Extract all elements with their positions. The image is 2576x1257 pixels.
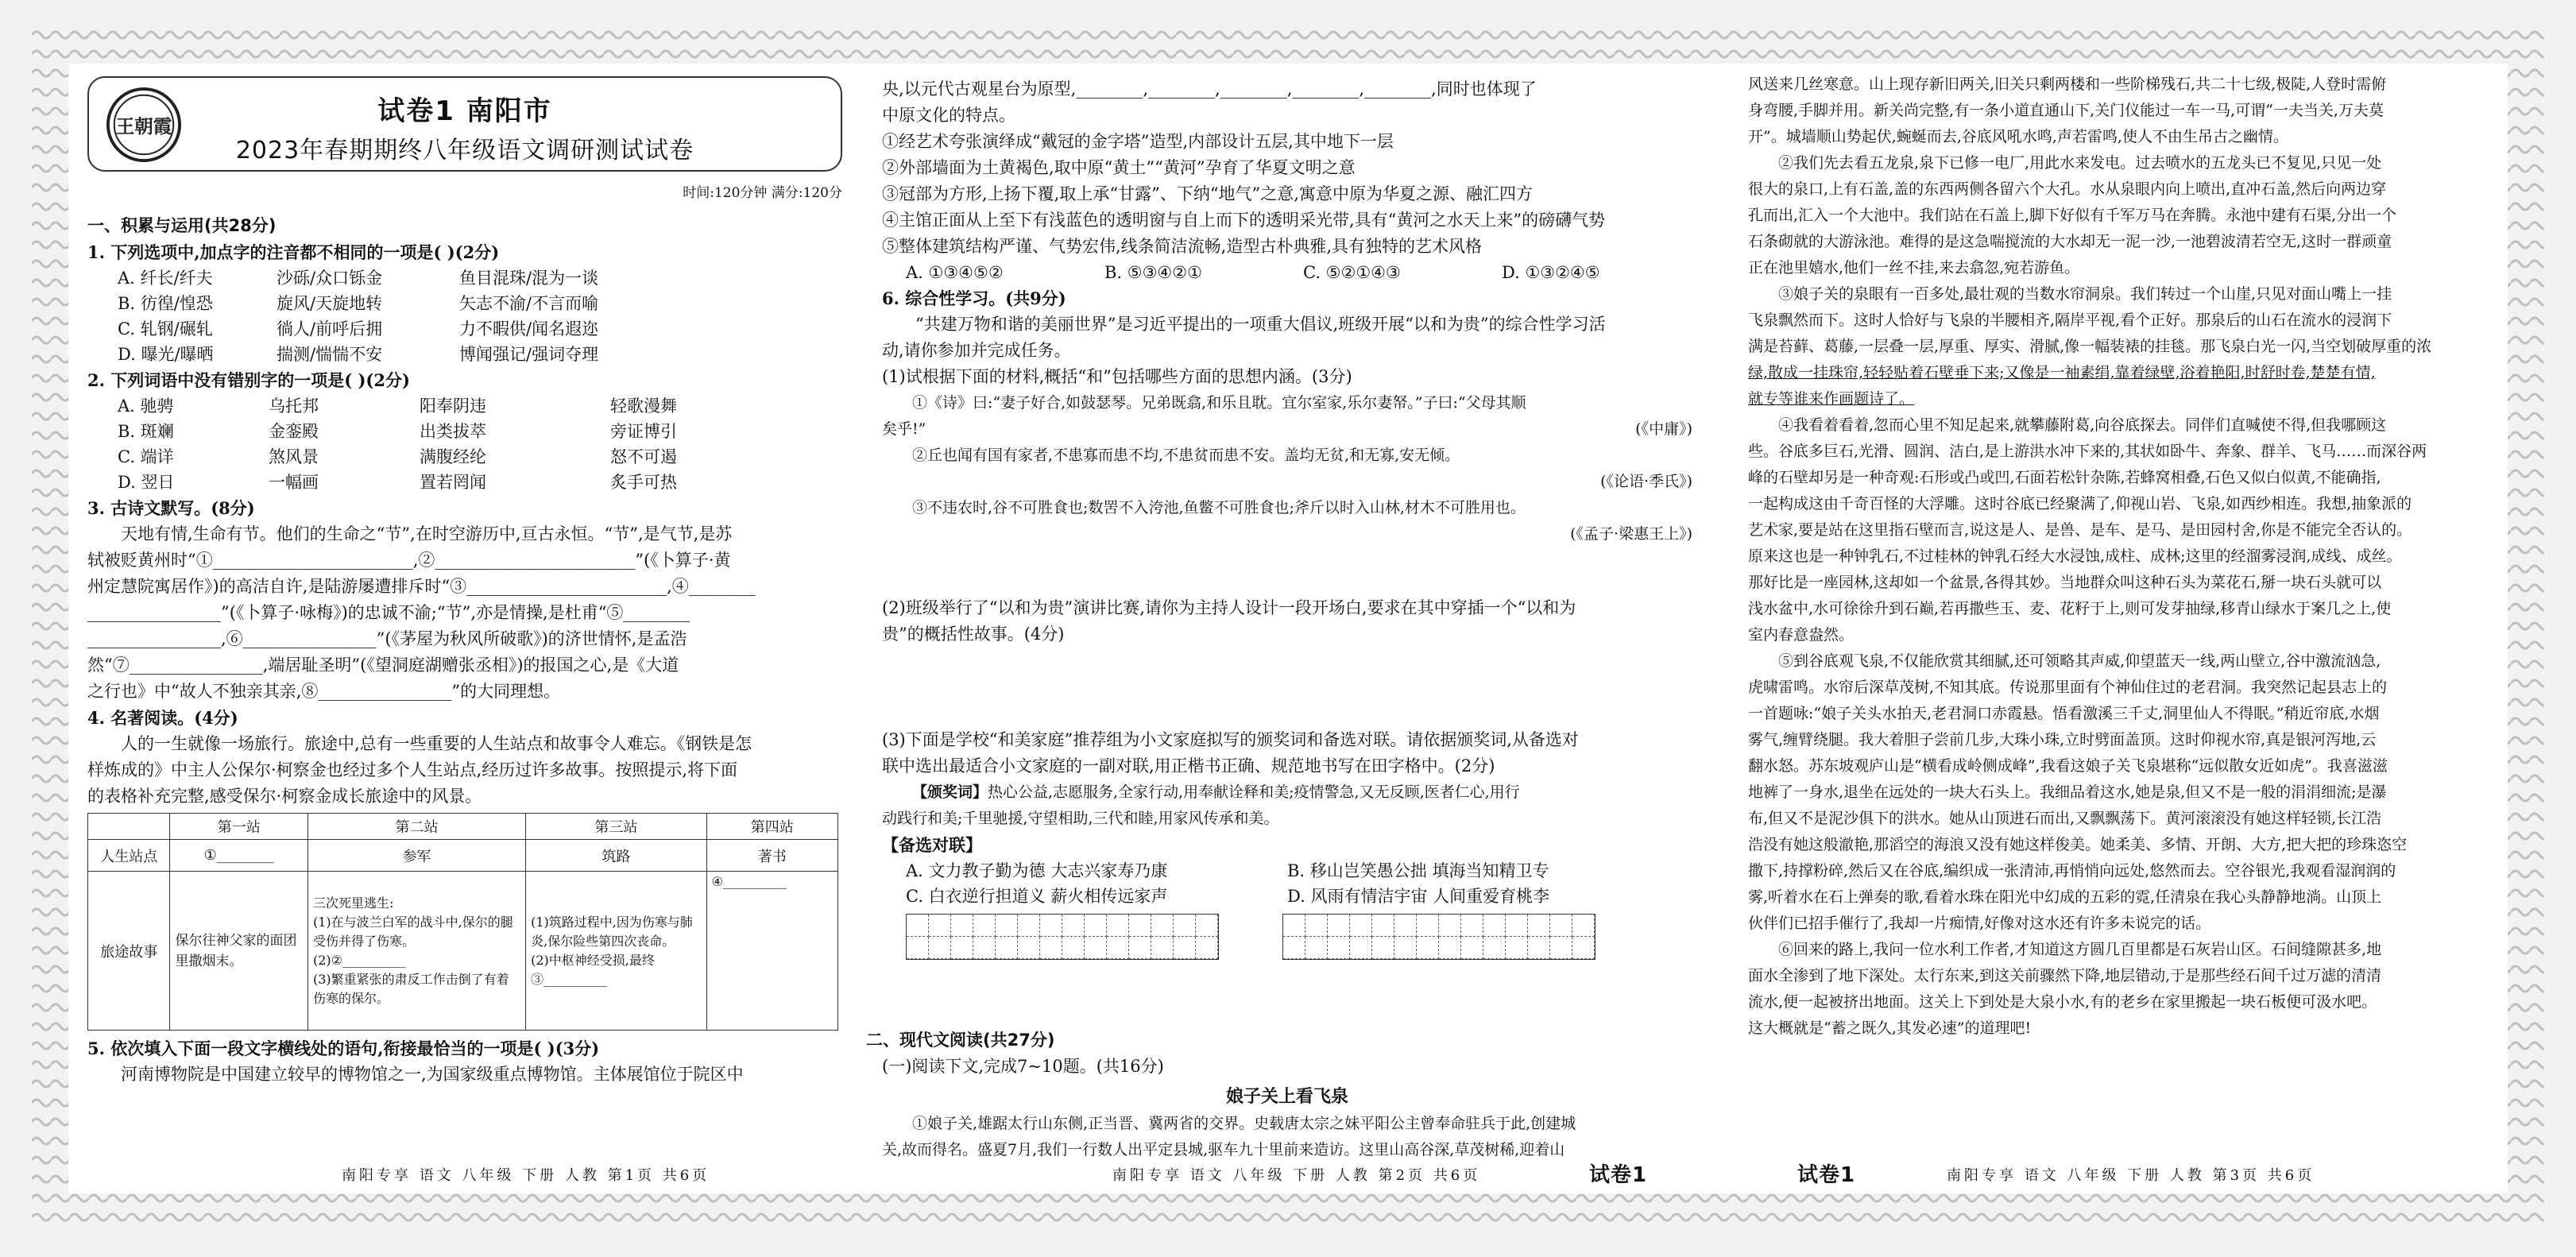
table-header: 第三站 bbox=[526, 814, 706, 840]
q2-b4: 旁证博引 bbox=[610, 422, 677, 441]
q2-b1[interactable]: B. 斑斓 bbox=[118, 422, 174, 441]
article-line: 孔而出,汇入一个大池中。我们站在石盖上,脚下好似有千军万马在奔腾。永池中建有石渠,分出一个 bbox=[1748, 207, 2397, 224]
column-2 bbox=[882, 76, 1692, 965]
q5-line: 河南博物院是中国建立较早的博物馆之一,为国家级重点博物馆。主体展馆位于院区中 bbox=[121, 1065, 744, 1084]
cell-blank[interactable]: (2)②__________ bbox=[313, 952, 407, 968]
q6-sub3: (3)下面是学校“和美家庭”推荐组为小文家庭拟写的颁奖词和备选对联。请依据颁奖词,从备选对 bbox=[882, 730, 1579, 749]
reading-1-stem: (一)阅读下文,完成7~10题。(共16分) bbox=[882, 1057, 1164, 1076]
q2-d4: 炙手可热 bbox=[610, 473, 677, 492]
q4-line: 人的一生就像一场旅行。旅途中,总有一些重要的人生站点和故事令人难忘。《钢铁是怎 bbox=[121, 734, 752, 753]
q1-option-b3: 矢志不渝/不言而喻 bbox=[459, 294, 599, 313]
q5-item: ④主馆正面从上至下有浅蓝色的透明窗与自上而下的透明采光带,具有“黄河之水天上来”的磅礴气势 bbox=[882, 211, 1606, 230]
row-label: 旅途故事 bbox=[88, 872, 170, 1031]
q4-stem: 4. 名著阅读。(4分) bbox=[87, 708, 238, 728]
writing-grid-left[interactable] bbox=[906, 914, 1219, 960]
article-line: 关,故而得名。盛夏7月,我们一行数人出平定县城,驱车九十里前来造访。这里山高谷深,草茂树稀,迎着山 bbox=[882, 1141, 1565, 1158]
footer-page-2: 南阳专享 语文 八年级 下册 人教 第2页 共6页 bbox=[1112, 1167, 1481, 1184]
section-1-title: 一、积累与运用(共28分) bbox=[87, 216, 277, 235]
article-line: ③娘子关的泉眼有一百多处,最壮观的当数水帘洞泉。我们转过一个山崖,只见对面山嘴上一挂 bbox=[1778, 285, 2392, 303]
article-line: 翻水怒。苏东坡观庐山是“横看成岭侧成峰”,我看这娘子关飞泉堪称“远似散女近如虎”。我喜滋滋 bbox=[1748, 757, 2388, 775]
section-2-title: 二、现代文阅读(共27分) bbox=[866, 1031, 1055, 1050]
article-line: 艺术家,要是站在这里指石壁而言,说这是人、是兽、是车、是马、是田园村舍,你是不能完全否认的。 bbox=[1748, 521, 2412, 539]
q2-d1[interactable]: D. 翌日 bbox=[118, 473, 175, 492]
svg-text:王朝霞: 王朝霞 bbox=[115, 114, 172, 137]
table-cell: 筑路 bbox=[526, 840, 706, 872]
q1-option-a3: 鱼目混珠/混为一谈 bbox=[459, 269, 599, 288]
article-line: 原来这也是一种钟乳石,不过桂林的钟乳石经大水浸蚀,成柱、成林;这里的经溜雾浸润,成线、成丝。 bbox=[1748, 547, 2402, 565]
q3-line: 天地有情,生命有节。他们的生命之“节”,在时空游历中,亘古永恒。“节”,是气节,是苏 bbox=[121, 524, 733, 543]
footer-label-left: 试卷1 bbox=[1797, 1163, 1856, 1187]
q6-award bbox=[882, 779, 1692, 806]
couplet-a[interactable]: A. 文力教子勤为德 大志兴家寿乃康 bbox=[906, 861, 1168, 880]
article-line: 飞泉飘然而下。这时人恰好与飞泉的半腰相齐,隔岸平视,看个正好。那泉后的山石在流水的浸润下 bbox=[1748, 311, 2392, 329]
q5-item: ⑤整体建筑结构严谨、气势宏伟,线条简洁流畅,造型古朴典雅,具有独特的艺术风格 bbox=[882, 237, 1483, 256]
q2-a3: 阳奉阴违 bbox=[420, 396, 486, 416]
q1-option-b1[interactable]: B. 彷徨/惶恐 bbox=[118, 294, 213, 313]
article-line: 布,但又不是泥沙俱下的洪水。她从山顶进石而出,又飘飘荡下。黄河滚滚没有她这样轻锁,长江浩 bbox=[1748, 810, 2382, 827]
q3-line[interactable]: 州定慧院寓居作》)的高洁自许,是陆游屡遭排斥时“③________________________,④________ bbox=[87, 577, 756, 596]
q2-a2: 乌托邦 bbox=[269, 396, 319, 416]
title-box bbox=[87, 76, 842, 172]
answer-space[interactable] bbox=[882, 648, 1692, 727]
table-header: 第四站 bbox=[706, 814, 837, 840]
table-cell[interactable]: ④__________ bbox=[706, 872, 837, 1031]
article-line: 浅水盆中,水可徐徐升到石巅,若再撒些玉、麦、花籽于上,则可发芽抽绿,移青山绿水于案几之上,使 bbox=[1748, 600, 2392, 617]
q6-src3: (《孟子·梁惠王上》) bbox=[1570, 525, 1692, 543]
q6-stem: 6. 综合性学习。(共9分) bbox=[882, 288, 1066, 308]
q4-line: 的表格补充完整,感受保尔·柯察金成长旅途中的风景。 bbox=[87, 787, 482, 806]
q2-a4: 轻歌漫舞 bbox=[610, 396, 677, 416]
q5-stem: 5. 依次填入下面一段文字横线处的语句,衔接最恰当的一项是( )(3分) bbox=[87, 1038, 600, 1058]
table-header: 第一站 bbox=[170, 814, 308, 840]
q2-b3: 出类拔萃 bbox=[420, 422, 486, 441]
couplet-options bbox=[882, 858, 1692, 909]
answer-space[interactable] bbox=[882, 547, 1692, 595]
table-cell: 参军 bbox=[308, 840, 526, 872]
table-cell[interactable]: ①________ bbox=[170, 840, 308, 872]
q2-c3: 满腹经纶 bbox=[420, 447, 486, 466]
q5-item: ③冠部为方形,上扬下覆,取上承“甘露”、下纳“地气”之意,寓意中原为华夏之源、融汇四方 bbox=[882, 184, 1533, 203]
article-line: 撒下,持撑粉碎,然后又在谷底,编织成一张清沛,再悄悄向远处,悠然而去。空谷银光,我观看湿润润的 bbox=[1748, 862, 2396, 880]
q6-quote1: 矣乎!” bbox=[882, 420, 926, 438]
q6-sub2: (2)班级举行了“以和为贵”演讲比赛,请你为主持人设计一段开场白,要求在其中穿插一个“以和为 bbox=[882, 598, 1576, 617]
couplet-label: 【备选对联】 bbox=[882, 835, 982, 855]
q6-quote3: ③不违农时,谷不可胜食也;数罟不入洿池,鱼鳖不可胜食也;斧斤以时入山林,材木不可胜用也。 bbox=[912, 499, 1526, 516]
award-label: 【颁奖词】 bbox=[912, 783, 988, 801]
q1-option-a2: 沙砾/众口铄金 bbox=[277, 269, 383, 288]
article-line: 面水全渗到了地下深处。太行东来,到这关前骤然下降,地层错动,于是那些经石间千过万滤的清清 bbox=[1748, 967, 2382, 984]
article-line: 正在池里嬉水,他们一丝不挂,来去翕忽,宛若游鱼。 bbox=[1748, 259, 2080, 277]
q6-src1: (《中庸》) bbox=[1635, 420, 1692, 438]
cell-text: (3)繁重紧张的肃反工作击倒了有着伤寒的保尔。 bbox=[313, 971, 509, 1006]
writing-grid-right[interactable] bbox=[1282, 914, 1595, 960]
footer-label-right: 试卷1 bbox=[1589, 1163, 1648, 1187]
article-line: 身弯腰,手脚并用。新关尚完整,有一条小道直通山下,关门仪能过一车一马,可谓“一夫当关,万夫莫 bbox=[1748, 102, 2384, 119]
q2-options bbox=[87, 393, 842, 495]
row-label: 人生站点 bbox=[88, 840, 170, 872]
article-line: ⑤到谷底观飞泉,不仅能欣赏其细腻,还可领略其声威,仰望蓝天一线,两山壁立,谷中激流汹急, bbox=[1778, 652, 2381, 670]
article-line-underlined: 就专等谁来作画题诗了。 bbox=[1748, 390, 1915, 408]
q6-award: 动践行和美;千里驰援,守望相助,三代和睦,用家风传承和美。 bbox=[882, 810, 1279, 827]
article-line: 室内春意盎然。 bbox=[1748, 626, 1855, 644]
q4-table bbox=[87, 813, 838, 1031]
table-cell bbox=[526, 872, 706, 1031]
q5-option-d[interactable]: D. ①③②④⑤ bbox=[1502, 263, 1600, 282]
q6-quote1: ①《诗》曰:“妻子好合,如鼓瑟琴。兄弟既翕,和乐且耽。宜尔室家,乐尔妻帑。”子曰:“父母其顺 bbox=[912, 394, 1526, 412]
table-header: 第二站 bbox=[308, 814, 526, 840]
q5-option-b[interactable]: B. ⑤③④②① bbox=[1104, 263, 1202, 282]
q1-option-d1[interactable]: D. 曝光/曝晒 bbox=[118, 345, 214, 364]
q2-c4: 怒不可遏 bbox=[610, 447, 677, 466]
exam-title: 试卷1 南阳市 bbox=[377, 95, 552, 127]
q3-line[interactable]: ________________”(《卜算子·咏梅》)的忠诚不渝;“节”,亦是情操,是杜甫“⑤________ bbox=[87, 603, 690, 622]
article-line: 峰的石壁却另是一种奇观:石形或凸或凹,石面若松针杂陈,若蜂窝相叠,石色又似白似黄,不能确指, bbox=[1748, 469, 2381, 486]
couplet-d[interactable]: D. 风雨有情洁宇宙 人间重爱育桃李 bbox=[1287, 887, 1550, 906]
article-line: 风送来几丝寒意。山上现存新旧两关,旧关只剩两楼和一些阶梯残石,共二十七级,极陡,人登时需俯 bbox=[1748, 75, 2387, 93]
q1-option-d2: 揣测/惴惴不安 bbox=[277, 345, 383, 364]
q2-b2: 金銮殿 bbox=[269, 422, 319, 441]
q1-option-a1[interactable]: A. 纤长/纤夫 bbox=[118, 269, 213, 288]
article-line: 那好比是一座园林,这却如一个盆景,各得其妙。当地群众叫这种石头为菜花石,掰一块石头就可以 bbox=[1748, 574, 2382, 591]
q1-option-c3: 力不暇供/闻名遐迩 bbox=[459, 319, 599, 338]
q5-cont-line: 中原文化的特点。 bbox=[882, 106, 1015, 125]
article-line: 很大的泉口,上有石盖,盖的东西两侧各留六个大孔。水从泉眼内向上喷出,直冲石盖,然后向两边穿 bbox=[1748, 180, 2387, 198]
article-line: 虎啸雷鸣。水帘后深草茂树,不知其底。传说那里面有个神仙住过的老君洞。我突然记起县志上的 bbox=[1748, 679, 2388, 696]
article-line: 满是苔藓、葛藤,一层叠一层,厚重、厚实、滑腻,像一幅装裱的挂毯。那飞泉白光一闪,当空划破厚重的浓 bbox=[1748, 338, 2432, 355]
exam-meta: 时间:120分钟 满分:120分 bbox=[683, 185, 842, 201]
q3-line[interactable]: 之行也》中“故人不独亲其亲,⑧________________”的大同理想。 bbox=[87, 682, 561, 701]
article-line-underlined: 绿,散成一挂珠帘,轻轻贴着石壁垂下来;又像是一袖素绢,靠着绿壁,浴着艳阳,时舒时卷,楚楚有情, bbox=[1748, 364, 2376, 381]
article-line: 些。谷底多巨石,光滑、圆润、洁白,是上游洪水冲下来的,其状如卧牛、奔象、群羊、飞马……而深谷两 bbox=[1748, 443, 2427, 460]
cell-text: 三次死里逃生: bbox=[313, 895, 394, 911]
couplet-c[interactable]: C. 白衣逆行担道义 薪火相传远家声 bbox=[906, 887, 1168, 906]
footer-page-1: 南阳专享 语文 八年级 下册 人教 第1页 共6页 bbox=[342, 1167, 710, 1184]
q1-stem: 1. 下列选项中,加点字的注音都不相同的一项是( )(2分) bbox=[87, 242, 500, 262]
table-cell: 保尔往神父家的面团里撒烟末。 bbox=[170, 872, 308, 1031]
q1-option-b2: 旋风/天旋地转 bbox=[277, 294, 383, 313]
q1-options bbox=[87, 265, 842, 367]
q2-a1[interactable]: A. 驰骋 bbox=[118, 396, 174, 416]
article-line: 开”。城墙顺山势起伏,蜿蜒而去,谷底风吼水鸣,声若雷鸣,使人不由生吊古之幽情。 bbox=[1748, 128, 2288, 145]
article-line: 石条砌就的大游泳池。难得的是这急喘搅流的大水却无一泥一沙,一池碧波清若空无,这时一群顽童 bbox=[1748, 233, 2392, 250]
article-line: 地裤了一身水,退坐在远处的一块大石头上。我细品着这水,她是泉,但又不是一般的涓涓细流;是瀑 bbox=[1748, 783, 2387, 801]
exam-subtitle: 2023年春期期终八年级语文调研测试试卷 bbox=[235, 137, 694, 164]
q5-item: ①经艺术夸张演绎成“戴冠的金字塔”造型,内部设计五层,其中地下一层 bbox=[882, 132, 1394, 151]
q2-d3: 置若罔闻 bbox=[420, 473, 486, 492]
article-line: 流水,便一起被挤出地面。这关上下到处是大泉小水,有的老乡在家里搬起一块石板便可汲水吧。 bbox=[1748, 993, 2377, 1011]
q5-cont-line[interactable]: 央,以元代古观星台为原型,________,________,________,________,________,同时也体现了 bbox=[882, 79, 1537, 99]
q5-options bbox=[882, 260, 1692, 285]
q1-option-d3: 博闻强记/强词夺理 bbox=[459, 345, 599, 364]
article-line: ①娘子关,雄踞太行山东侧,正当晋、冀两省的交界。史载唐太宗之妹平阳公主曾奉命驻兵于此,创建城 bbox=[912, 1115, 1576, 1132]
couplet-b[interactable]: B. 移山岂笑愚公拙 填海当知精卫专 bbox=[1287, 861, 1549, 880]
q6-sub1: (1)试根据下面的材料,概括“和”包括哪些方面的思想内涵。(3分) bbox=[882, 367, 1352, 386]
q6-sub2: 贵”的概括性故事。(4分) bbox=[882, 625, 1065, 644]
q1-option-c2: 徜人/前呼后拥 bbox=[277, 319, 383, 338]
q6-quote2: ②丘也闻有国有家者,不患寡而患不均,不患贫而患不安。盖均无贫,和无寡,安无倾。 bbox=[912, 447, 1460, 464]
q2-d2: 一幅画 bbox=[269, 473, 319, 492]
q5-option-a[interactable]: A. ①③④⑤② bbox=[906, 263, 1004, 282]
q3-stem: 3. 古诗文默写。(8分) bbox=[87, 498, 255, 518]
cell-text: (1)在与波兰白军的战斗中,保尔的腿受伤并得了伤寒。 bbox=[313, 914, 513, 949]
q2-stem: 2. 下列词语中没有错别字的一项是( )(2分) bbox=[87, 370, 410, 390]
q3-line[interactable]: ________________,⑥________________”(《茅屋为秋风所破歌》)的济世情怀,是孟浩 bbox=[87, 629, 687, 648]
table-header bbox=[88, 814, 170, 840]
table-cell bbox=[308, 872, 526, 1031]
q3-line[interactable]: 轼被贬黄州时“①________________________,②________________________”(《卜算子·黄 bbox=[87, 551, 731, 570]
q1-option-c1[interactable]: C. 轧钢/碾轧 bbox=[118, 319, 213, 338]
article-title: 娘子关上看飞泉 bbox=[1225, 1087, 1348, 1107]
column-1 bbox=[87, 76, 842, 1088]
q6-sub3: 联中选出最适合小文家庭的一副对联,用正楷书正确、规范地书写在田字格中。(2分) bbox=[882, 756, 1495, 775]
q4-line: 样炼成的》中主人公保尔·柯察金也经过多个人生站点,经历过许多故事。按照提示,将下面 bbox=[87, 760, 738, 779]
article-line: 雾气,缠臂绕腿。我大着胆子尝前几步,大珠小珠,立时劈面盖顶。这时仰视水帘,真是银河泻地,云 bbox=[1748, 731, 2377, 748]
article-line: ⑥回来的路上,我问一位水利工作者,才知道这方圆几百里都是石灰岩山区。石间缝隙甚多,地 bbox=[1778, 941, 2382, 958]
article-line: ②我们先去看五龙泉,泉下已修一电厂,用此水来发电。过去喷水的五龙头已不复见,只见一处 bbox=[1778, 154, 2382, 172]
q6-intro: 动,请你参加并完成任务。 bbox=[882, 341, 1071, 360]
table-cell: 著书 bbox=[706, 840, 837, 872]
q2-c2: 煞风景 bbox=[269, 447, 319, 466]
cell-text: (1)筑路过程中,因为伤寒与肺炎,保尔险些第四次丧命。 bbox=[531, 914, 693, 949]
q2-c1[interactable]: C. 端详 bbox=[118, 447, 174, 466]
writing-grids bbox=[906, 914, 1692, 960]
column-3 bbox=[1748, 72, 2511, 1042]
article-line: 这大概就是“蓄之既久,其发必速”的道理吧! bbox=[1748, 1019, 2032, 1037]
q6-intro: “共建万物和谐的美丽世界”是习近平提出的一项重大倡议,班级开展“以和为贵”的综合性学习活 bbox=[915, 315, 1606, 334]
article-line: 伙伴们已招手催行了,我却一片痴情,好像对这水还有许多未说完的话。 bbox=[1748, 915, 2211, 932]
footer-page-3: 南阳专享 语文 八年级 下册 人教 第3页 共6页 bbox=[1947, 1167, 2315, 1184]
article-line: ④我看着看着,忽而心里不知足起来,就攀藤附葛,向谷底探去。同伴们直喊使不得,但我哪顾这 bbox=[1778, 416, 2387, 434]
article-line: 一起构成这由千奇百怪的大浮雕。这时谷底已经聚满了,仰视山岩、飞泉,如西纱相连。我想,抽象派的 bbox=[1748, 495, 2412, 512]
q5-option-c[interactable]: C. ⑤②①④③ bbox=[1303, 263, 1401, 282]
article-line: 一首题咏:“娘子关头水拍天,老君洞口赤霞悬。悟看激溪三千丈,洞里仙人不得眠。”稍近帘底,水烟 bbox=[1748, 705, 2380, 722]
q6-src2: (《论语·季氏》) bbox=[1600, 473, 1692, 490]
section-2-block bbox=[866, 1025, 1692, 1163]
award-text: 热心公益,志愿服务,全家行动,用奉献诠释和美;疫情警急,又无反顾,医者仁心,用行 bbox=[988, 783, 1520, 801]
q5-item: ②外部墙面为土黄褐色,取中原“黄土”“黄河”孕育了华夏文明之意 bbox=[882, 158, 1356, 177]
article-line: 雾,听着水在石上弹奏的歌,看着水珠在阳光中幻成的五彩的霓,任清泉在我心头静静地淌。山顶上 bbox=[1748, 888, 2382, 906]
article-line: 浩没有她这般澈艳,那滔空的海浪又没有她这样俊美。她柔美、多情、开朗、大方,把大把的珍珠恣空 bbox=[1748, 836, 2408, 853]
cell-blank[interactable]: (2)中枢神经受损,最终③__________ bbox=[531, 952, 655, 987]
q3-line[interactable]: 然“⑦________________,端居耻圣明”(《望洞庭湖赠张丞相》)的报国之心,是《大道 bbox=[87, 656, 679, 675]
